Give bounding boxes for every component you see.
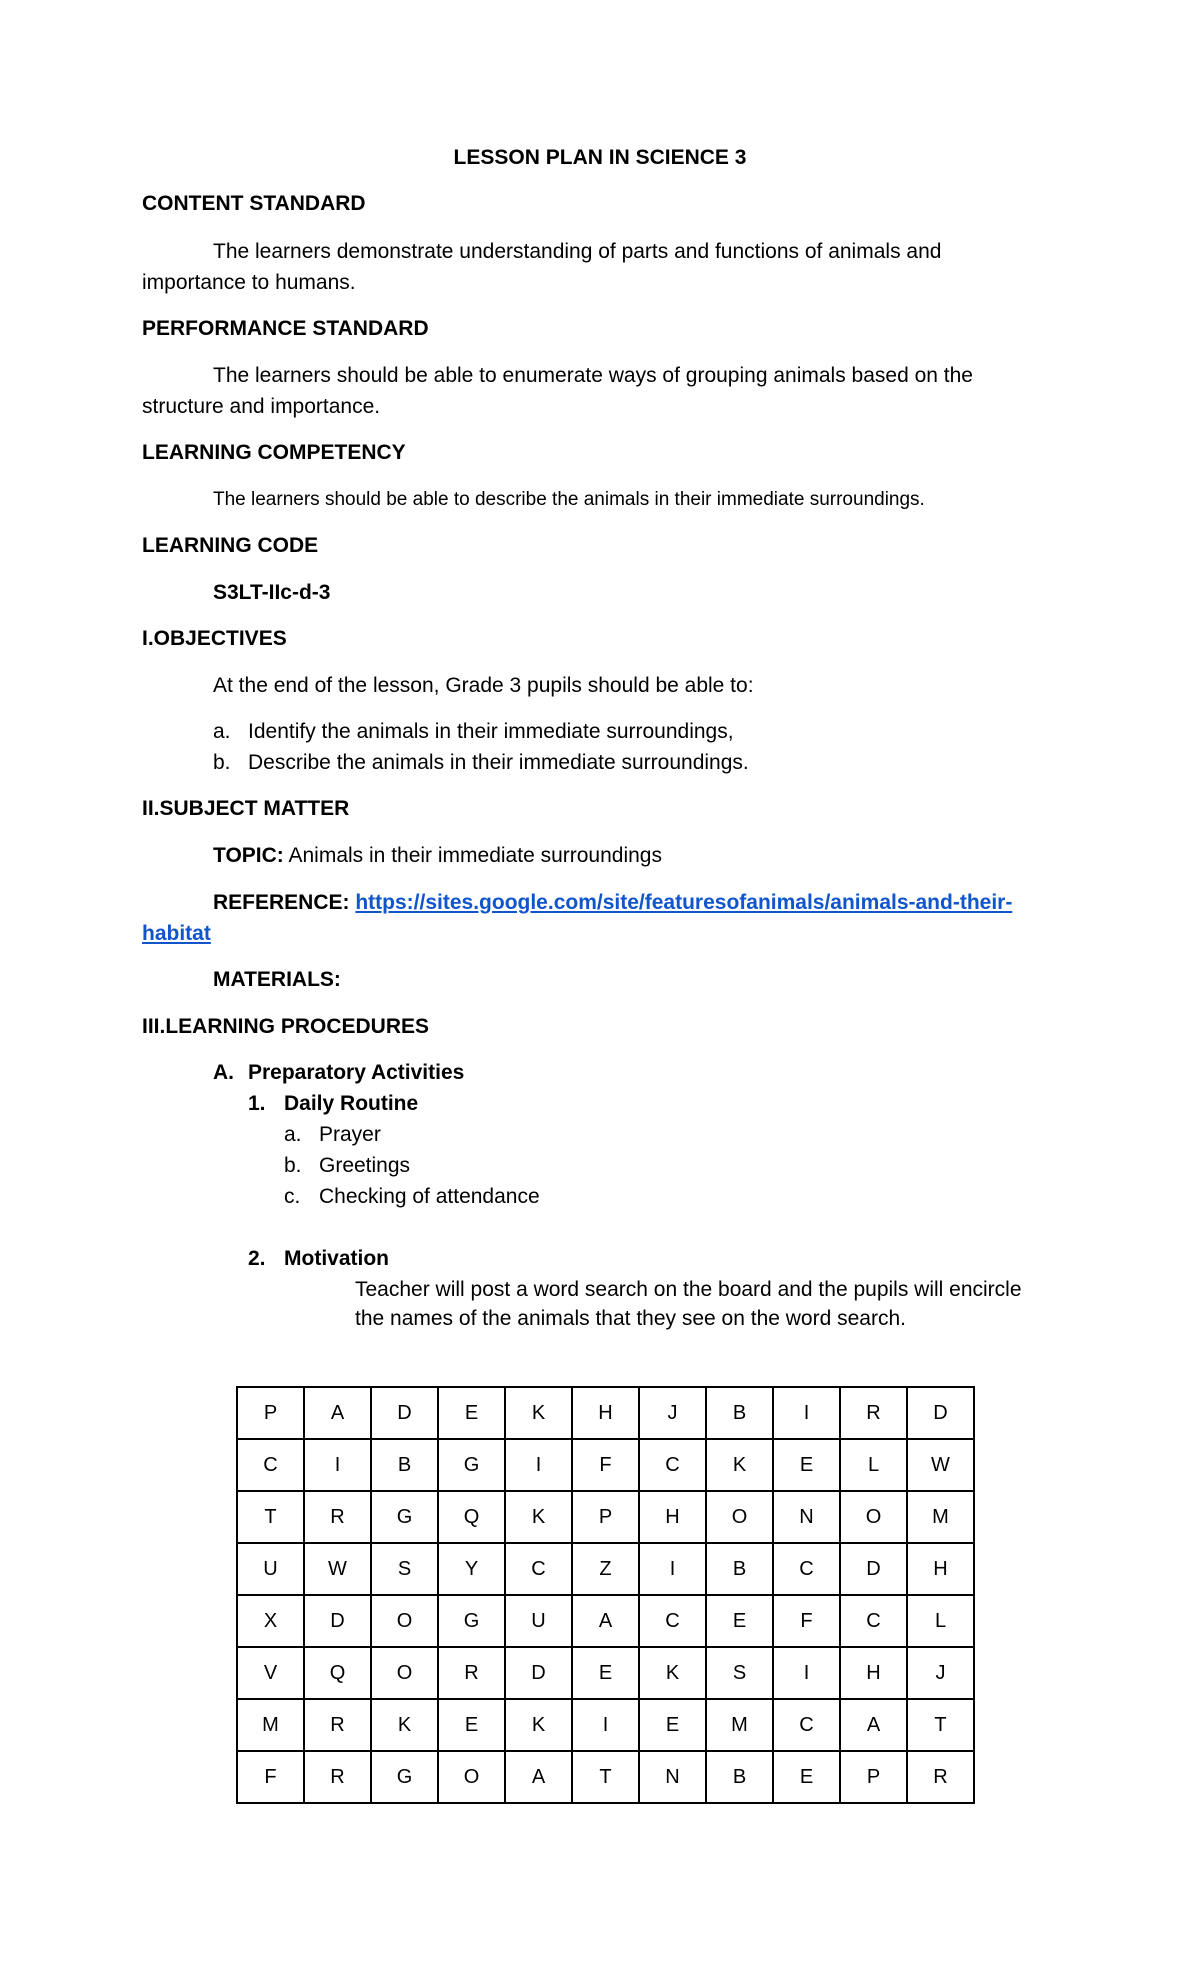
page-title: LESSON PLAN IN SCIENCE 3 xyxy=(453,146,747,169)
word-search-cell: K xyxy=(505,1387,572,1439)
word-search-cell: F xyxy=(572,1439,639,1491)
word-search-cell: D xyxy=(304,1595,371,1647)
word-search-row xyxy=(237,1751,974,1803)
objectives-intro: At the end of the lesson, Grade 3 pupils should be able to: xyxy=(213,674,754,697)
word-search-cell: T xyxy=(907,1699,974,1751)
word-search-row xyxy=(237,1647,974,1699)
learning-competency-heading: LEARNING COMPETENCY xyxy=(142,441,406,464)
word-search-cell: M xyxy=(907,1491,974,1543)
reference-link[interactable]: https://sites.google.com/site/featuresofanimals/animals-and-their- xyxy=(355,891,1013,914)
word-search-cell: E xyxy=(773,1751,840,1803)
word-search-cell: N xyxy=(639,1751,706,1803)
word-search-cell: L xyxy=(840,1439,907,1491)
word-search-cell: R xyxy=(840,1387,907,1439)
word-search-cell: I xyxy=(639,1543,706,1595)
word-search-cell: K xyxy=(706,1439,773,1491)
word-search-row xyxy=(237,1439,974,1491)
word-search-cell: Y xyxy=(438,1543,505,1595)
word-search-cell: E xyxy=(773,1439,840,1491)
word-search-cell: J xyxy=(639,1387,706,1439)
objective-marker: b. xyxy=(213,751,231,774)
word-search-cell: C xyxy=(773,1699,840,1751)
word-search-row xyxy=(237,1595,974,1647)
reference-line xyxy=(213,889,1012,917)
word-search-cell: Q xyxy=(438,1491,505,1543)
word-search-cell: E xyxy=(639,1699,706,1751)
word-search-cell: T xyxy=(572,1751,639,1803)
word-search-row xyxy=(237,1387,974,1439)
daily-routine-title: Daily Routine xyxy=(284,1092,419,1115)
word-search-cell: O xyxy=(371,1647,438,1699)
word-search-cell: L xyxy=(907,1595,974,1647)
motivation-text-line1: Teacher will post a word search on the board and the pupils will encircle xyxy=(355,1278,1022,1301)
topic-value: Animals in their immediate surroundings xyxy=(288,844,662,867)
content-standard-text-line1: The learners demonstrate understanding of parts and functions of animals and xyxy=(213,240,942,263)
word-search-cell: E xyxy=(438,1699,505,1751)
word-search-cell: C xyxy=(773,1543,840,1595)
word-search-cell: A xyxy=(840,1699,907,1751)
performance-standard-text-line2: structure and importance. xyxy=(142,395,381,418)
word-search-cell: B xyxy=(371,1439,438,1491)
motivation-title: Motivation xyxy=(284,1247,389,1270)
procedures-heading: III.LEARNING PROCEDURES xyxy=(142,1015,430,1038)
word-search-cell: E xyxy=(706,1595,773,1647)
word-search-cell: R xyxy=(304,1491,371,1543)
word-search-cell: B xyxy=(706,1751,773,1803)
word-search-cell: D xyxy=(907,1387,974,1439)
word-search-cell: D xyxy=(840,1543,907,1595)
objective-text: Describe the animals in their immediate surroundings. xyxy=(248,751,749,774)
word-search-cell: I xyxy=(304,1439,371,1491)
reference-link-continued-line xyxy=(142,920,211,948)
item1-marker: 1. xyxy=(248,1092,266,1115)
reference-label: REFERENCE: xyxy=(213,891,350,914)
objective-text: Identify the animals in their immediate surroundings, xyxy=(248,720,734,743)
word-search-cell: H xyxy=(907,1543,974,1595)
word-search-cell: R xyxy=(438,1647,505,1699)
word-search-cell: W xyxy=(304,1543,371,1595)
word-search-row xyxy=(237,1543,974,1595)
word-search-cell: T xyxy=(237,1491,304,1543)
learning-code-heading: LEARNING CODE xyxy=(142,534,319,557)
word-search-cell: U xyxy=(237,1543,304,1595)
word-search-cell: M xyxy=(237,1699,304,1751)
word-search-cell: P xyxy=(237,1387,304,1439)
word-search-cell: O xyxy=(438,1751,505,1803)
word-search-cell: P xyxy=(572,1491,639,1543)
routine-marker: a. xyxy=(284,1123,302,1146)
motivation-text-line2: the names of the animals that they see on the word search. xyxy=(355,1307,906,1330)
word-search-cell: H xyxy=(840,1647,907,1699)
subject-matter-heading: II.SUBJECT MATTER xyxy=(142,797,350,820)
word-search-cell: I xyxy=(773,1647,840,1699)
word-search-cell: B xyxy=(706,1387,773,1439)
word-search-cell: D xyxy=(371,1387,438,1439)
performance-standard-text-line1: The learners should be able to enumerate ways of grouping animals based on the xyxy=(213,364,973,387)
word-search-cell: N xyxy=(773,1491,840,1543)
word-search-cell: G xyxy=(371,1751,438,1803)
word-search-cell: E xyxy=(438,1387,505,1439)
routine-item: Greetings xyxy=(319,1154,411,1177)
word-search-cell: R xyxy=(907,1751,974,1803)
word-search-cell: G xyxy=(371,1491,438,1543)
word-search-cell: I xyxy=(572,1699,639,1751)
word-search-cell: R xyxy=(304,1699,371,1751)
word-search-cell: G xyxy=(438,1439,505,1491)
routine-item: Checking of attendance xyxy=(319,1185,540,1208)
topic-line xyxy=(213,842,662,870)
word-search-cell: W xyxy=(907,1439,974,1491)
routine-marker: c. xyxy=(284,1185,301,1208)
word-search-cell: Z xyxy=(572,1543,639,1595)
topic-label: TOPIC: xyxy=(213,844,284,867)
word-search-cell: B xyxy=(706,1543,773,1595)
content-standard-heading: CONTENT STANDARD xyxy=(142,192,366,215)
word-search-cell: M xyxy=(706,1699,773,1751)
word-search-cell: A xyxy=(572,1595,639,1647)
word-search-cell: A xyxy=(505,1751,572,1803)
content-standard-text-line2: importance to humans. xyxy=(142,271,356,294)
routine-marker: b. xyxy=(284,1154,302,1177)
learning-competency-text: The learners should be able to describe the animals in their immediate surroundings. xyxy=(213,489,925,510)
word-search-cell: H xyxy=(639,1491,706,1543)
word-search-cell: C xyxy=(639,1595,706,1647)
word-search-cell: X xyxy=(237,1595,304,1647)
word-search-cell: K xyxy=(505,1491,572,1543)
word-search-cell: A xyxy=(304,1387,371,1439)
word-search-cell: P xyxy=(840,1751,907,1803)
word-search-cell: E xyxy=(572,1647,639,1699)
word-search-cell: U xyxy=(505,1595,572,1647)
learning-code-value: S3LT-IIc-d-3 xyxy=(213,581,331,604)
word-search-cell: J xyxy=(907,1647,974,1699)
word-search-cell: K xyxy=(505,1699,572,1751)
word-search-cell: S xyxy=(371,1543,438,1595)
word-search-cell: R xyxy=(304,1751,371,1803)
word-search-cell: C xyxy=(840,1595,907,1647)
word-search-cell: C xyxy=(237,1439,304,1491)
word-search-cell: I xyxy=(505,1439,572,1491)
performance-standard-heading: PERFORMANCE STANDARD xyxy=(142,317,429,340)
word-search-cell: O xyxy=(706,1491,773,1543)
routine-item: Prayer xyxy=(319,1123,381,1146)
word-search-grid xyxy=(236,1386,975,1804)
word-search-cell: F xyxy=(773,1595,840,1647)
word-search-cell: S xyxy=(706,1647,773,1699)
word-search-cell: C xyxy=(505,1543,572,1595)
word-search-cell: D xyxy=(505,1647,572,1699)
word-search-row xyxy=(237,1699,974,1751)
objectives-heading: I.OBJECTIVES xyxy=(142,627,287,650)
materials-label: MATERIALS: xyxy=(213,968,341,991)
section-a-title: Preparatory Activities xyxy=(248,1061,465,1084)
word-search-cell: Q xyxy=(304,1647,371,1699)
word-search-cell: O xyxy=(371,1595,438,1647)
word-search-cell: H xyxy=(572,1387,639,1439)
word-search-cell: F xyxy=(237,1751,304,1803)
word-search-cell: I xyxy=(773,1387,840,1439)
word-search-cell: C xyxy=(639,1439,706,1491)
item2-marker: 2. xyxy=(248,1247,266,1270)
word-search-cell: K xyxy=(639,1647,706,1699)
section-a-marker: A. xyxy=(213,1061,234,1084)
reference-link-continued[interactable]: habitat xyxy=(142,922,211,945)
word-search-cell: V xyxy=(237,1647,304,1699)
objective-marker: a. xyxy=(213,720,231,743)
word-search-cell: G xyxy=(438,1595,505,1647)
word-search-cell: O xyxy=(840,1491,907,1543)
word-search-row xyxy=(237,1491,974,1543)
word-search-cell: K xyxy=(371,1699,438,1751)
